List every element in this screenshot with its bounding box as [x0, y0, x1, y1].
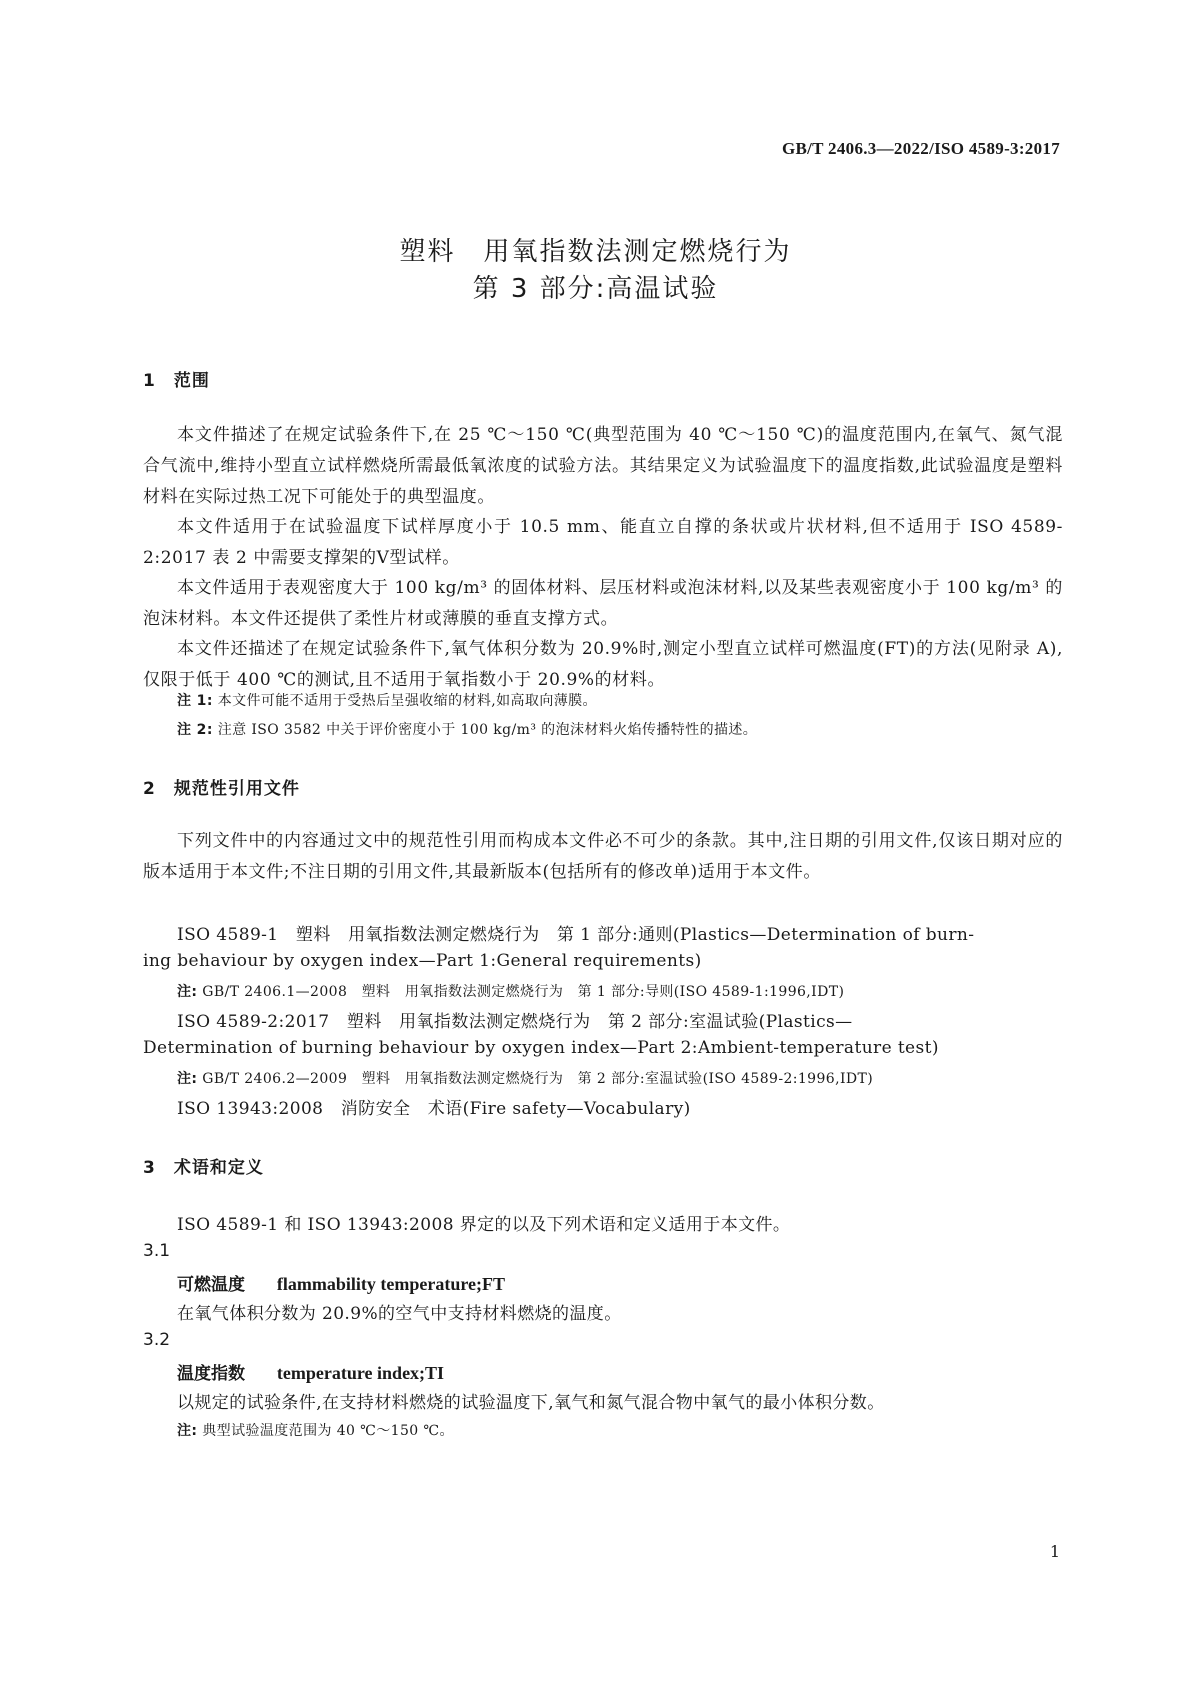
section-1-heading: 1 范围 — [143, 371, 210, 391]
term-en: temperature index;TI — [276, 1363, 445, 1383]
page-number: 1 — [1049, 1542, 1060, 1561]
term-3-2-definition: 以规定的试验条件,在支持材料燃烧的试验温度下,氧气和氮气混合物中氧气的最小体积分数。 — [177, 1393, 885, 1413]
reference-1-line-1: ISO 4589-1 塑料 用氧指数法测定燃烧行为 第 1 部分:通则(Plastics—Determination of burn- — [177, 925, 975, 945]
section-1-note-2 — [177, 719, 757, 739]
document-code: GB/T 2406.3—2022/ISO 4589-3:2017 — [781, 139, 1060, 158]
section-1-paragraph-1: 本文件描述了在规定试验条件下,在 25 ℃～150 ℃(典型范围为 40 ℃～150 ℃)的温度范围内,在氧气、氮气混合气流中,维持小型直立试样燃烧所需最低氧浓度的试验方法。其结果定义为试验温度下的温度指数,此试验温度是塑料材料在实际过热工况下可能处于的典型温度。 — [143, 425, 1063, 507]
term-cn: 温度指数 — [177, 1364, 245, 1384]
title-line-1: 塑料 用氧指数法测定燃烧行为 — [399, 237, 792, 267]
reference-1-note — [177, 981, 844, 1001]
note-label: 注 2: — [177, 722, 213, 738]
section-1-note-1 — [177, 690, 597, 710]
note-label: 注: — [177, 1071, 198, 1087]
note-label: 注: — [177, 1423, 198, 1439]
term-3-2-note — [177, 1420, 454, 1440]
note-text: 注意 ISO 3582 中关于评价密度小于 100 kg/m³ 的泡沫材料火焰传播特性的描述。 — [217, 722, 758, 738]
reference-2-line-2: Determination of burning behaviour by oxygen index—Part 2:Ambient-temperature test) — [143, 1038, 939, 1058]
section-2-heading: 2 规范性引用文件 — [143, 779, 300, 799]
term-cn: 可燃温度 — [177, 1275, 245, 1295]
section-3-intro: ISO 4589-1 和 ISO 13943:2008 界定的以及下列术语和定义适用于本文件。 — [177, 1215, 791, 1235]
section-1-paragraph-2: 本文件适用于在试验温度下试样厚度小于 10.5 mm、能直立自撑的条状或片状材料,但不适用于 ISO 4589-2:2017 表 2 中需要支撑架的Ⅴ型试样。 — [143, 517, 1063, 568]
section-1-paragraph-3: 本文件适用于表观密度大于 100 kg/m³ 的固体材料、层压材料或泡沫材料,以及某些表观密度小于 100 kg/m³ 的泡沫材料。本文件还提供了柔性片材或薄膜的垂直支撑方式。 — [143, 578, 1063, 629]
note-label: 注 1: — [177, 693, 213, 709]
reference-1-line-2: ing behaviour by oxygen index—Part 1:General requirements) — [143, 951, 702, 971]
term-3-1-definition: 在氧气体积分数为 20.9%的空气中支持材料燃烧的温度。 — [177, 1304, 622, 1324]
term-3-2-number: 3.2 — [143, 1330, 171, 1350]
section-3-heading: 3 术语和定义 — [143, 1158, 264, 1178]
reference-2-note — [177, 1068, 873, 1088]
section-2-intro: 下列文件中的内容通过文中的规范性引用而构成本文件必不可少的条款。其中,注日期的引用文件,仅该日期对应的版本适用于本文件;不注日期的引用文件,其最新版本(包括所有的修改单)适用于本文件。 — [143, 831, 1063, 882]
note-text: GB/T 2406.1—2008 塑料 用氧指数法测定燃烧行为 第 1 部分:导则(ISO 4589-1:1996,IDT) — [202, 984, 845, 1000]
section-1-paragraph-4: 本文件还描述了在规定试验条件下,氧气体积分数为 20.9%时,测定小型直立试样可燃温度(FT)的方法(见附录 A),仅限于低于 400 ℃的测试,且不适用于氧指数小于 20.9%的材料。 — [143, 639, 1063, 690]
note-label: 注: — [177, 984, 198, 1000]
note-text: GB/T 2406.2—2009 塑料 用氧指数法测定燃烧行为 第 2 部分:室温试验(ISO 4589-2:1996,IDT) — [202, 1071, 874, 1087]
reference-2-line-1: ISO 4589-2:2017 塑料 用氧指数法测定燃烧行为 第 2 部分:室温试验(Plastics— — [177, 1012, 853, 1032]
title-line-2: 第 3 部分:高温试验 — [472, 274, 719, 304]
term-en: flammability temperature;FT — [276, 1274, 506, 1294]
term-3-1-number: 3.1 — [143, 1241, 171, 1261]
note-text: 典型试验温度范围为 40 ℃～150 ℃。 — [202, 1423, 454, 1439]
note-text: 本文件可能不适用于受热后呈强收缩的材料,如高取向薄膜。 — [217, 693, 597, 709]
term-3-1-title — [177, 1270, 505, 1295]
reference-3: ISO 13943:2008 消防安全 术语(Fire safety—Vocabulary) — [177, 1099, 691, 1119]
term-3-2-title — [177, 1359, 444, 1384]
